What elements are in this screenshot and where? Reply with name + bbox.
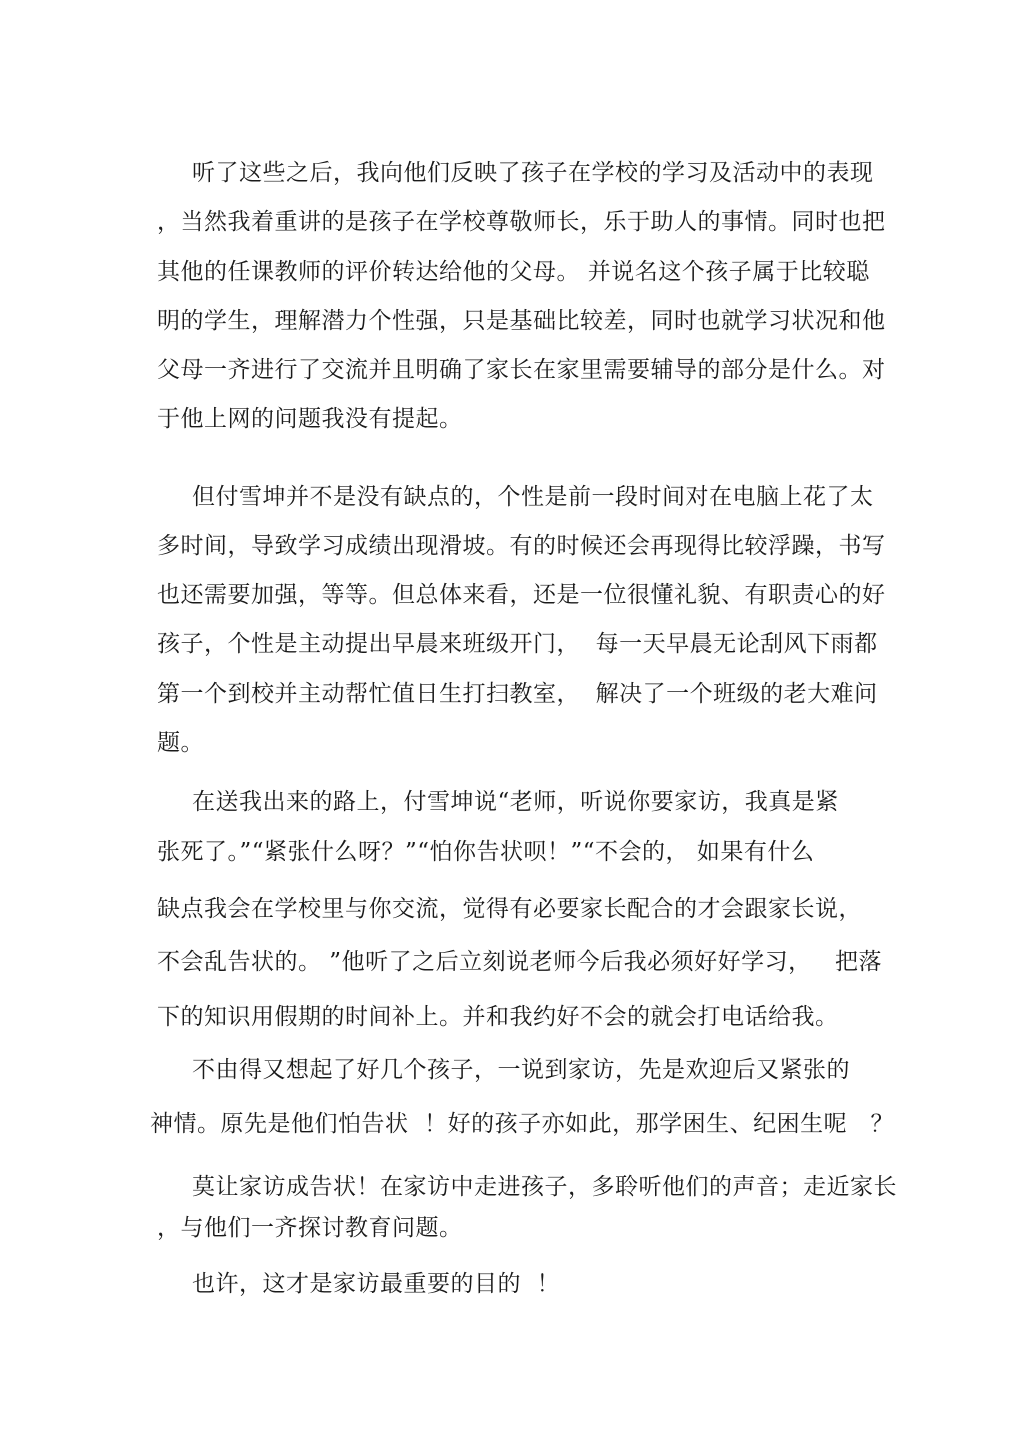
paragraph-line: 但付雪坤并不是没有缺点的，个性是前一段时间对在电脑上花了太 <box>192 484 874 510</box>
paragraph-line: 在送我出来的路上，付雪坤说“老师，听说你要家访，我真是紧 <box>192 789 839 815</box>
paragraph-line: 也还需要加强，等等。但总体来看，还是一位很懂礼貌、有职责心的好 <box>157 582 886 608</box>
paragraph-line: 听了这些之后，我向他们反映了孩子在学校的学习及活动中的表现 <box>192 160 874 186</box>
paragraph-line: 下的知识用假期的时间补上。并和我约好不会的就会打电话给我。 <box>157 1004 839 1030</box>
paragraph-line: ，与他们一齐探讨教育问题。 <box>157 1215 463 1241</box>
paragraph-line: 其他的任课教师的评价转达给他的父母。 并说名这个孩子属于比较聪 <box>157 259 870 285</box>
paragraph-line: 多时间，导致学习成绩出现滑坡。有的时候还会再现得比较浮躁，书写 <box>157 533 886 559</box>
paragraph-line: 也许，这才是家访最重要的目的 ！ <box>192 1271 561 1297</box>
paragraph-line: 不会乱告状的。 ”他听了之后立刻说老师今后我必须好好学习， 把落 <box>157 949 883 975</box>
paragraph-line: 缺点我会在学校里与你交流，觉得有必要家长配合的才会跟家长说， <box>157 896 862 922</box>
paragraph-line: 于他上网的问题我没有提起。 <box>157 406 463 432</box>
paragraph-line: 第一个到校并主动帮忙值日生打扫教室， 解决了一个班级的老大难问 <box>157 681 878 707</box>
paragraph-line: 父母一齐进行了交流并且明确了家长在家里需要辅导的部分是什么。对 <box>157 357 886 383</box>
paragraph-line: ，当然我着重讲的是孩子在学校尊敬师长，乐于助人的事情。同时也把 <box>157 209 886 235</box>
paragraph-line: 不由得又想起了好几个孩子，一说到家访，先是欢迎后又紧张的 <box>192 1057 850 1083</box>
paragraph-line: 孩子，个性是主动提出早晨来班级开门， 每一天早晨无论刮风下雨都 <box>157 631 878 657</box>
paragraph-line: 题。 <box>157 730 204 756</box>
paragraph-line: 张死了。”“紧张什么呀？”“怕你告状呗！”“不会的， 如果有什么 <box>157 839 815 865</box>
paragraph-line: 明的学生，理解潜力个性强，只是基础比较差，同时也就学习状况和他 <box>157 308 886 334</box>
paragraph-line: 莫让家访成告状！在家访中走进孩子，多聆听他们的声音；走近家长 <box>192 1174 897 1200</box>
paragraph-line: 神情。原先是他们怕告状 ！好的孩子亦如此，那学困生、纪困生呢 ？ <box>150 1111 895 1137</box>
